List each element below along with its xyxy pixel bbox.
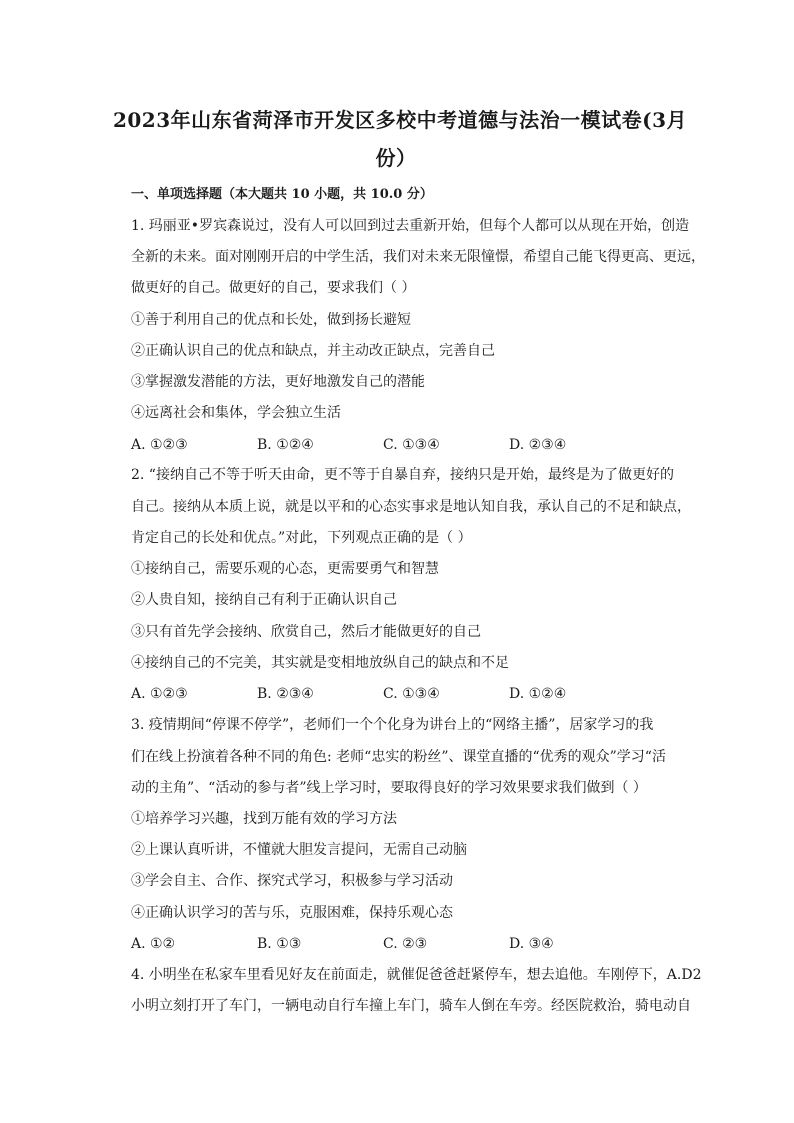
question-3-statement-2: ②上课认真听讲，不懂就大胆发言提问，无需自己动脑 [131, 842, 467, 858]
question-3-option-b: B. ①③ [257, 936, 302, 952]
question-3-line-3: 动的主角”、“活动的参与者”线上学习时，要取得良好的学习效果要求我们做到（ ） [131, 780, 647, 796]
question-2-statement-1: ①接纳自己，需要乐观的心态，更需要勇气和智慧 [131, 561, 439, 577]
question-1-statement-3: ③掌握激发潜能的方法，更好地激发自己的潜能 [131, 374, 425, 390]
question-2-option-d: D. ①②④ [509, 686, 567, 702]
question-3-statement-4: ④正确认识学习的苦与乐，克服困难，保持乐观心态 [131, 905, 453, 921]
question-2-statement-3: ③只有首先学会接纳、欣赏自己，然后才能做更好的自己 [131, 624, 481, 640]
question-1-option-d: D. ②③④ [509, 437, 567, 453]
question-1-statement-1: ①善于利用自己的优点和长处，做到扬长避短 [131, 312, 411, 328]
question-2-line-3: 肯定自己的长处和优点。”对此，下列观点正确的是（ ） [131, 530, 472, 546]
question-4-line-1: 4. 小明坐在私家车里看见好友在前面走，就催促爸爸赶紧停车，想去追他。车刚停下，A.D2 [131, 967, 702, 983]
question-2-line-1: 2. “接纳自己不等于听天由命，更不等于自暴自弃，接纳只是开始，最终是为了做更好的 [131, 467, 674, 483]
section-heading: 一、单项选择题（本大题共 10 小题，共 10.0 分） [131, 187, 433, 202]
question-3-option-c: C. ②③ [383, 936, 428, 952]
question-1-statement-4: ④远离社会和集体，学会独立生活 [131, 405, 341, 421]
exam-title-line-2: 份） [375, 146, 417, 170]
question-1-option-c: C. ①③④ [383, 437, 440, 453]
question-2-statement-2: ②人贵自知，接纳自己有利于正确认识自己 [131, 592, 397, 608]
question-2-option-b: B. ②③④ [257, 686, 314, 702]
question-1-option-b: B. ①②④ [257, 437, 314, 453]
question-3-line-2: 们在线上扮演着各种不同的角色: 老师“忠实的粉丝”、课堂直播的“优秀的观众”学习“活 [131, 749, 666, 765]
question-4-line-2: 小明立刻打开了车门，一辆电动自行车撞上车门，骑车人倒在车旁。经医院救治，骑电动自 [131, 998, 691, 1014]
question-2-option-a: A. ①②③ [131, 686, 188, 702]
question-2-option-c: C. ①③④ [383, 686, 440, 702]
question-1-line-2: 全新的未来。面对刚刚开启的中学生活，我们对未来无限憧憬，希望自己能飞得更高、更远， [131, 249, 705, 265]
question-1-option-a: A. ①②③ [131, 437, 188, 453]
question-2-line-2: 自己。接纳从本质上说，就是以平和的心态实事求是地认知自我，承认自己的不足和缺点， [131, 499, 691, 515]
question-3-option-a: A. ①② [131, 936, 176, 952]
exam-title-line-1: 2023年山东省菏泽市开发区多校中考道德与法治一模试卷(3月 [112, 108, 688, 132]
question-3-statement-3: ③学会自主、合作、探究式学习，积极参与学习活动 [131, 873, 453, 889]
question-1-line-1: 1. 玛丽亚•罗宾森说过，没有人可以回到过去重新开始，但每个人都可以从现在开始，创造 [131, 218, 690, 234]
question-1-line-3: 做更好的自己。做更好的自己，要求我们（ ） [131, 280, 416, 296]
question-3-option-d: D. ③④ [509, 936, 554, 952]
question-2-statement-4: ④接纳自己的不完美，其实就是变相地放纵自己的缺点和不足 [131, 655, 509, 671]
question-1-statement-2: ②正确认识自己的优点和缺点，并主动改正缺点，完善自己 [131, 343, 495, 359]
question-3-line-1: 3. 疫情期间“停课不停学”，老师们一个个化身为讲台上的“网络主播”，居家学习的我 [131, 717, 654, 733]
question-3-statement-1: ①培养学习兴趣，找到万能有效的学习方法 [131, 811, 397, 827]
